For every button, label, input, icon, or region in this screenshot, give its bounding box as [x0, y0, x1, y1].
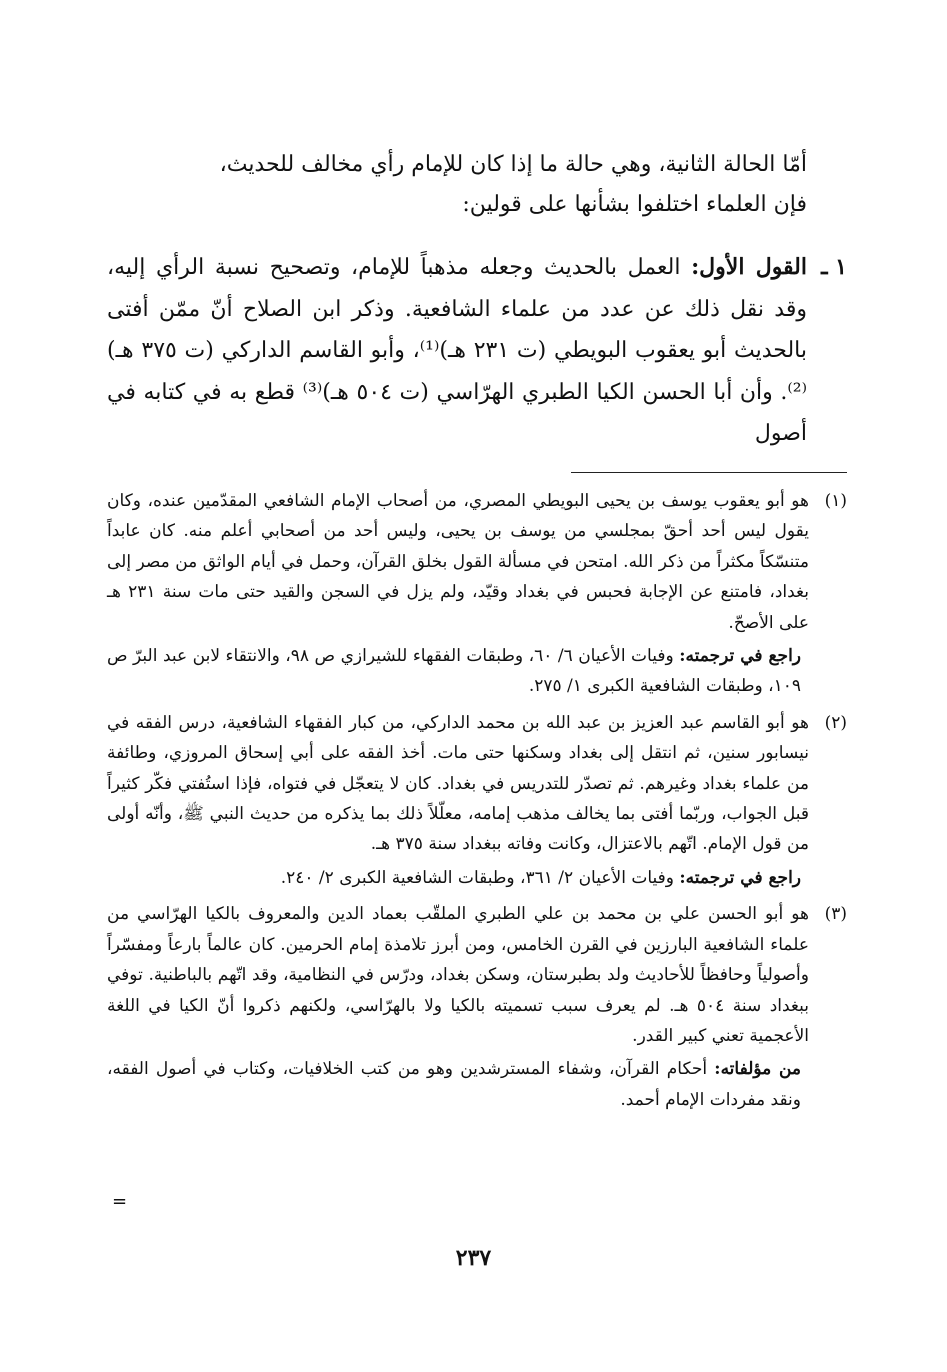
footnotes [107, 486, 847, 1115]
footnote-reference [107, 641, 809, 702]
footnote-text: هو أبو الحسن علي بن محمد بن علي الطبري الملقّب بعماد الدين والمعروف بالكيا الهرّاسي من علماء الشافعية البارزين في القرن الخامس، ومن أبرز تلامذة إمام الحرمين. كان عالماً بارعاً ومفسّراً وأصولياً وحافظاً للأحاديث ولد بطبرستان، وسكن بغداد، ودرّس في النظامية، وقد اتّهم بالباطنية. توفي ببغداد سنة ٥٠٤ هـ. لم يعرف سبب تسميته بالكيا ولا بالهرّاسي، ولكنهم ذكروا أنّ الكيا في اللغة الأعجمية تعني كبير القدر. [107, 904, 809, 1046]
reference-label: راجع في ترجمته: [679, 867, 801, 888]
intro-line-2: فإن العلماء اختلفوا بشأنها على قولين: [462, 192, 807, 217]
reference-label: من مؤلفاته: [714, 1059, 802, 1080]
intro-line-1: أمّا الحالة الثانية، وهي حالة ما إذا كان للإمام رأي مخالف للحديث، [219, 152, 807, 177]
first-view-number: ١ ـ [821, 254, 847, 280]
intro-paragraph [107, 145, 847, 225]
footnote-number: (٢) [824, 712, 847, 733]
footnote-1 [107, 486, 847, 702]
footnote-reference [107, 1054, 809, 1115]
footnote-text: هو أبو القاسم عبد العزيز بن عبد الله بن محمد الداركي، من كبار الفقهاء الشافعية، درس الفقه في نيسابور سنين، ثم انتقل إلى بغداد وسكنها حتى مات. أخذ الفقه على أبي إسحاق المروزي، وطائفة من علماء بغداد وغيرهم. ثم تصدّر للتدريس في بغداد. كان لا يتعجّل في فتواه، فإذا استُفتي فكّر كثيراً قبل الجواب، وربّما أفتى بما يخالف مذهب إمامه، معلّلاً ذلك بما يذكره من حديث النبي ﷺ، وأنّه أولى من قول الإمام. اتّهم بالاعتزال، وكانت وفاته ببغداد سنة ٣٧٥ هـ. [107, 712, 809, 855]
page-number: ٢٣٧ [455, 1245, 492, 1271]
continuation-mark: = [112, 1191, 128, 1212]
footnote-text: هو أبو يعقوب يوسف بن يحيى البويطي المصري، من أصحاب الإمام الشافعي المقدّمين عنده، وكان يقول ليس أحد أحقّ بمجلسي من يوسف بن يحيى، وليس أحد من أصحابي أعلم منه. كان عابداً متنسّكاً مكثراً من ذكر الله. امتحن في مسألة القول بخلق القرآن، وحمل في أيام الواثق من مصر إلى بغداد، فامتنع عن الإجابة فحبس في بغداد وقيّد، ولم يزل في السجن والقيد حتى مات سنة ٢٣١ هـ على الأصحّ. [107, 491, 809, 633]
footnote-number: (١) [824, 491, 847, 511]
first-view-label: القول الأول: [691, 254, 808, 280]
first-view-text: العمل بالحديث وجعله مذهباً للإمام، وتصحيح نسبة الرأي إليه، وقد نقل ذلك عن عدد من علماء الشافعية. وذكر ابن الصلاح أنّ ممّن أفتى بالحديث أبو يعقوب البويطي (ت ٢٣١ هـ)⁽¹⁾، وأبو القاسم الداركي (ت ٣٧٥ هـ)⁽²⁾. وأن أبا الحسن الكيا الطبري الهرّاسي (ت ٥٠٤ هـ)⁽³⁾ قطع به في كتابه في أصول [107, 255, 808, 446]
reference-text: وفيات الأعيان ٢/ ٣٦١، وطبقات الشافعية الكبرى ٢/ ٢٤٠. [280, 867, 674, 888]
footnote-separator [571, 472, 847, 473]
footnote-2 [107, 708, 847, 893]
main-text [107, 145, 847, 455]
footnote-3 [107, 899, 847, 1115]
footnote-number: (٣) [824, 904, 847, 925]
reference-text: أحكام القرآن، وشفاء المسترشدين وهو من كتب الخلافيات، وكتاب في أصول الفقه، ونقد مفردات الإمام أحمد. [107, 1059, 801, 1110]
reference-text: وفيات الأعيان ٦/ ٦٠، وطبقات الفقهاء للشيرازي ص ٩٨، والانتقاء لابن عبد البرّ ص ١٠٩، وطبقات الشافعية الكبرى ١/ ٢٧٥. [107, 646, 801, 697]
reference-label: راجع في ترجمته: [679, 646, 801, 667]
first-view-paragraph [107, 247, 847, 455]
footnote-reference [107, 863, 809, 893]
